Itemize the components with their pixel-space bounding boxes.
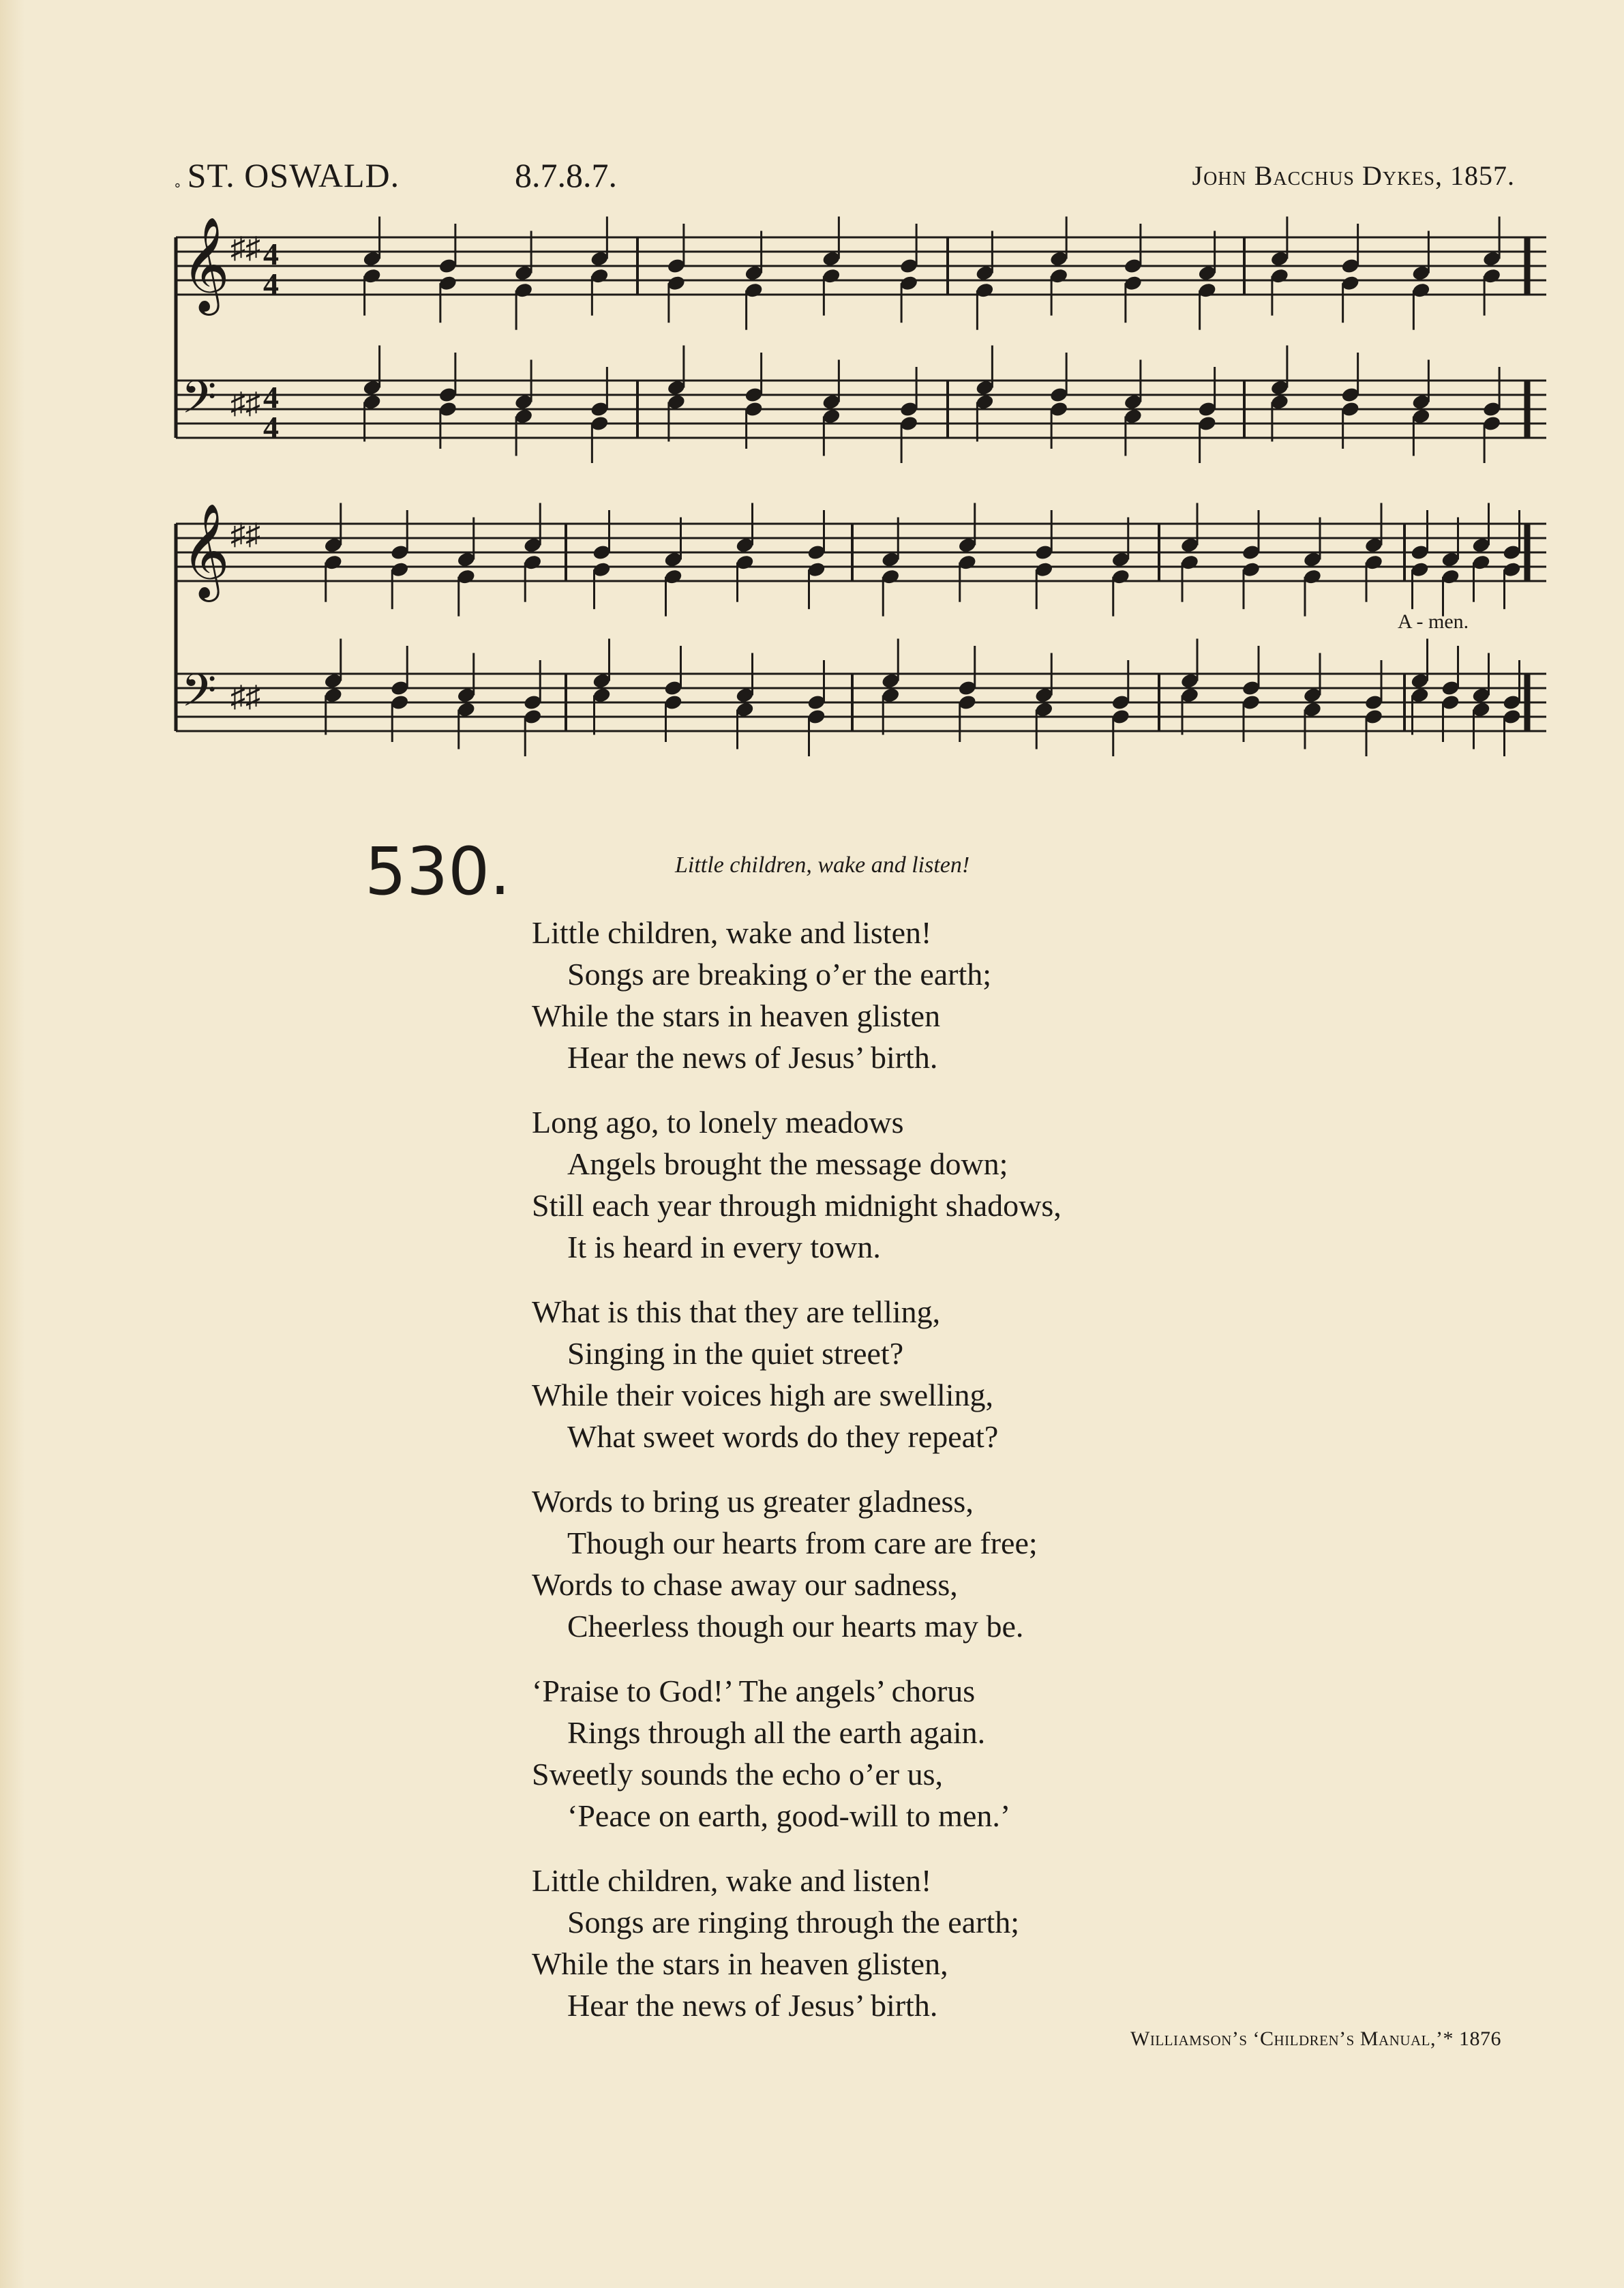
verse-line: While the stars in heaven glisten xyxy=(532,998,941,1033)
verse-line: Cheerless though our hearts may be. xyxy=(567,1609,1024,1644)
music-system-1 xyxy=(176,217,1546,464)
verse-line: Words to chase away our sadness, xyxy=(532,1567,958,1602)
stanza xyxy=(532,1481,1350,1647)
verse-line: Sweetly sounds the echo o’er us, xyxy=(532,1757,943,1792)
time-signature: 4 xyxy=(263,237,279,271)
verse-line: Hear the news of Jesus’ birth. xyxy=(567,1988,938,2023)
page-edge xyxy=(0,0,25,2288)
verse-line: It is heard in every town. xyxy=(567,1230,881,1264)
time-signature: 4 xyxy=(263,410,279,445)
treble-clef: 𝄞 xyxy=(181,503,230,598)
stanza xyxy=(532,1670,1350,1837)
treble-clef: 𝄞 xyxy=(181,217,230,312)
key-signature: ♯♯ xyxy=(230,387,260,420)
verse-line: What sweet words do they repeat? xyxy=(567,1419,999,1454)
stanza xyxy=(532,1291,1350,1457)
composer-credit: John Bacchus Dykes, 1857. xyxy=(1192,160,1515,191)
stanza xyxy=(532,1860,1350,2026)
verse-line: Angels brought the message down; xyxy=(567,1146,1008,1181)
verse-line: What is this that they are telling, xyxy=(532,1294,941,1329)
time-signature: 4 xyxy=(263,380,279,415)
verse-line: Still each year through midnight shadows, xyxy=(532,1188,1062,1223)
verse-line: Singing in the quiet street? xyxy=(567,1336,904,1371)
verse-line: While the stars in heaven glisten, xyxy=(532,1946,948,1981)
verse-line: Little children, wake and listen! xyxy=(532,1863,932,1898)
music-score xyxy=(170,205,1551,805)
key-signature: ♯♯ xyxy=(230,231,260,265)
verse-line: ‘Praise to God!’ The angels’ chorus xyxy=(532,1674,976,1708)
stanza xyxy=(532,1101,1350,1268)
bass-clef: 𝄢 xyxy=(181,664,217,728)
time-signature: 4 xyxy=(263,267,279,301)
verse-line: Though our hearts from care are free; xyxy=(567,1526,1038,1560)
verse-line: Little children, wake and listen! xyxy=(532,915,932,950)
music-system-2 xyxy=(176,503,1546,757)
hymn-verses xyxy=(532,912,1350,2049)
bass-clef: 𝄢 xyxy=(181,371,217,434)
verse-line: Songs are breaking o’er the earth; xyxy=(567,957,992,992)
verse-line: ‘Peace on earth, good-will to men.’ xyxy=(567,1798,1011,1833)
source-credit: Williamson’s ‘Children’s Manual,’* 1876 xyxy=(1130,2027,1501,2050)
verse-line: Words to bring us greater gladness, xyxy=(532,1484,974,1519)
verse-line: While their voices high are swelling, xyxy=(532,1378,994,1412)
verse-line: Long ago, to lonely meadows xyxy=(532,1105,904,1140)
tune-meter: 8.7.8.7. xyxy=(515,156,617,194)
first-line-title: Little children, wake and listen! xyxy=(675,852,970,878)
verse-line: Hear the news of Jesus’ birth. xyxy=(567,1040,938,1075)
verse-line: Songs are ringing through the earth; xyxy=(567,1905,1020,1940)
verse-line: Rings through all the earth again. xyxy=(567,1715,986,1750)
key-signature: ♯♯ xyxy=(230,518,260,551)
hymn-header xyxy=(174,155,1515,203)
stanza xyxy=(532,912,1350,1078)
key-signature: ♯♯ xyxy=(230,680,260,713)
amen-lyric: A - men. xyxy=(1398,610,1469,633)
tune-name: ˳ ST. OSWALD. xyxy=(174,156,400,194)
hymn-number: 530. xyxy=(365,833,511,910)
